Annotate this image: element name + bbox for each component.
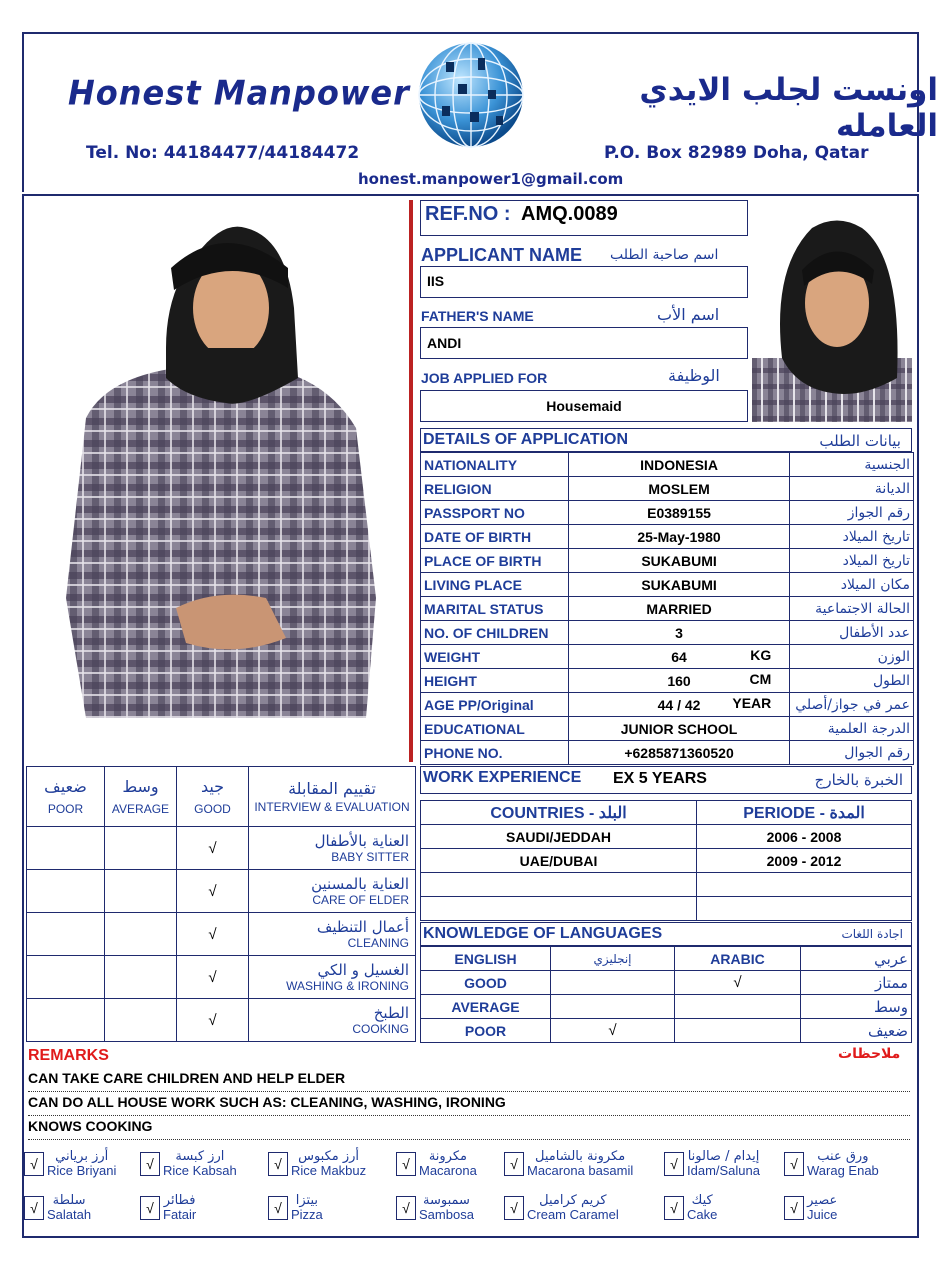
food-item [268,1194,323,1222]
lang-english-mark: √ [551,1019,675,1043]
food-item [24,1194,91,1222]
food-item [504,1150,633,1178]
details-title: DETAILS OF APPLICATION [423,431,629,448]
eval-skill: العناية بالمسنين CARE OF ELDER [249,870,416,913]
lang-english-mark [551,971,675,995]
detail-label: NO. OF CHILDREN [421,621,569,645]
details-title-ar: بيانات الطلب [819,432,901,450]
food-label: إيدام / صالونا Idam/Saluna [687,1149,760,1178]
food-item [784,1194,837,1222]
detail-label-ar: الوزن [790,645,914,669]
detail-value-text: SUKABUMI [641,576,717,593]
food-item [396,1150,477,1178]
detail-value-text: JUNIOR SCHOOL [620,720,738,737]
eval-skill: أعمال التنظيف CLEANING [249,913,416,956]
detail-label: DATE OF BIRTH [421,525,569,549]
detail-value [568,645,789,669]
lang-level: POOR [421,1019,551,1043]
applicant-name-label: APPLICANT NAME [421,245,582,265]
remark-line: KNOWS COOKING [28,1116,910,1140]
detail-label: PLACE OF BIRTH [421,549,569,573]
language-row [421,971,912,995]
detail-value [568,717,789,741]
food-label: كيك Cake [687,1193,718,1222]
detail-label-ar: تاريخ الميلاد [790,549,914,573]
eval-good-check: √ [177,956,249,999]
details-row [421,693,914,717]
eval-skill: الطبخ COOKING [249,999,416,1042]
food-item [504,1194,619,1222]
food-label: فطائر Fatair [163,1193,197,1222]
brand-name: Honest Manpower [68,73,410,113]
detail-label: NATIONALITY [421,453,569,477]
work-country: UAE/DUBAI [421,849,697,873]
job-label: JOB APPLIED FOR [421,370,548,386]
eval-header-good: جيد GOOD [177,767,249,827]
details-row [421,621,914,645]
food-label: أرز مكبوس Rice Makbuz [291,1149,367,1178]
ref-no-label: REF.NO : [425,203,511,225]
eval-average-cell [105,956,177,999]
detail-label: PHONE NO. [421,741,569,765]
detail-label: EDUCATIONAL [421,717,569,741]
evaluation-row [27,913,416,956]
work-period: 2009 - 2012 [697,849,912,873]
detail-value [568,693,789,717]
detail-label-ar: الديانة [790,477,914,501]
detail-label-ar: الجنسية [790,453,914,477]
eval-good-check: √ [177,827,249,870]
food-check: √ [140,1152,160,1176]
detail-label-ar: رقم الجواز [790,501,914,525]
detail-label: WEIGHT [421,645,569,669]
languages-table [420,946,912,1043]
detail-value-text: SUKABUMI [641,552,717,569]
brand-name-arabic: اونست لجلب الايدي العامله [639,72,938,144]
detail-label-ar: مكان الميلاد [790,573,914,597]
eval-header-interview: تقييم المقابلة INTERVIEW & EVALUATION [249,767,416,827]
detail-value-text: +6285871360520 [624,744,734,761]
telephone: Tel. No: 44184477/44184472 [86,143,360,163]
food-check: √ [24,1152,44,1176]
food-check: √ [784,1152,804,1176]
detail-label: AGE PP/Original [421,693,569,717]
lang-arabic-ar: عربي [801,947,912,971]
applicant-name-value: IIS [420,266,748,298]
detail-value [568,621,789,645]
food-item [664,1150,760,1178]
detail-value [568,501,789,525]
detail-label-ar: عدد الأطفال [790,621,914,645]
food-check: √ [268,1196,288,1220]
eval-good-check: √ [177,913,249,956]
work-empty-cell [421,897,697,921]
food-label: ورق عنب Warag Enab [807,1149,879,1178]
food-row-2 [24,1194,916,1230]
remarks-lines [28,1068,910,1140]
detail-label: MARITAL STATUS [421,597,569,621]
details-row [421,525,914,549]
details-row [421,645,914,669]
lang-level-ar: ضعيف [801,1019,912,1043]
food-check: √ [396,1196,416,1220]
eval-skill: الغسيل و الكي WASHING & IRONING [249,956,416,999]
details-row [421,741,914,765]
divider-bar [409,200,413,762]
detail-label: LIVING PLACE [421,573,569,597]
lang-level: GOOD [421,971,551,995]
eval-skill: العناية بالأطفال BABY SITTER [249,827,416,870]
col-countries: COUNTRIES - البلد [421,801,697,825]
detail-value [568,453,789,477]
detail-label: HEIGHT [421,669,569,693]
detail-value [568,669,789,693]
work-experience-header [420,766,912,794]
work-period: 2006 - 2008 [697,825,912,849]
evaluation-table [26,766,416,1042]
food-check: √ [504,1196,524,1220]
lang-arabic-mark [675,995,801,1019]
evaluation-row [27,827,416,870]
food-label: عصير Juice [807,1193,838,1222]
details-row [421,453,914,477]
detail-value-text: 25-May-1980 [637,528,721,545]
portrait-photo [752,208,912,422]
food-label: سلطة Salatah [47,1193,92,1222]
work-empty-cell [697,873,912,897]
detail-label-ar: رقم الجوال [790,741,914,765]
food-item [140,1194,196,1222]
food-label: بيتزا Pizza [291,1193,323,1222]
languages-header [420,922,912,946]
detail-value [568,741,789,765]
lang-level: AVERAGE [421,995,551,1019]
ref-no-box [420,200,748,236]
food-row-1 [24,1150,916,1186]
eval-poor-cell [27,913,105,956]
detail-label: RELIGION [421,477,569,501]
globe-logo-icon [418,40,524,150]
detail-label: PASSPORT NO [421,501,569,525]
detail-value [568,597,789,621]
eval-poor-cell [27,870,105,913]
work-experience-label-ar: الخبرة بالخارج [814,771,903,789]
food-check: √ [504,1152,524,1176]
detail-label-ar: الطول [790,669,914,693]
detail-unit: CM [749,671,772,687]
food-item [140,1150,237,1178]
eval-good-check: √ [177,999,249,1042]
detail-unit: YEAR [732,695,772,711]
details-row [421,597,914,621]
language-row [421,995,912,1019]
food-check: √ [664,1152,684,1176]
remarks-label: REMARKS [28,1047,109,1064]
eval-poor-cell [27,999,105,1042]
detail-value [568,573,789,597]
detail-value [568,477,789,501]
food-check: √ [24,1196,44,1220]
work-row [421,825,912,849]
ref-no-value: AMQ.0089 [521,203,618,225]
food-label: مكرونة بالشاميل Macarona basamil [527,1149,634,1178]
remark-line: CAN DO ALL HOUSE WORK SUCH AS: CLEANING, WASHING, IRONING [28,1092,910,1116]
detail-value-text: MOSLEM [648,480,710,497]
eval-header-poor: ضعيف POOR [27,767,105,827]
details-row [421,501,914,525]
lang-english-mark [551,995,675,1019]
eval-average-cell [105,999,177,1042]
eval-poor-cell [27,827,105,870]
food-check: √ [140,1196,160,1220]
food-label: ارز كبسة Rice Kabsah [163,1149,237,1178]
details-table [420,452,914,765]
detail-label-ar: الدرجة العلمية [790,717,914,741]
detail-unit: KG [750,647,772,663]
details-row [421,573,914,597]
email: honest.manpower1@gmail.com [358,170,624,188]
detail-value-text: 3 [675,624,683,641]
eval-poor-cell [27,956,105,999]
work-experience-label: WORK EXPERIENCE [423,769,582,786]
work-empty-cell [697,897,912,921]
eval-header-average: وسط AVERAGE [105,767,177,827]
details-row [421,477,914,501]
details-row [421,717,914,741]
detail-value-text: 44 / 42 [657,696,701,713]
details-row [421,549,914,573]
work-empty-cell [421,873,697,897]
detail-value [568,525,789,549]
job-label-ar: الوظيفة [668,366,720,385]
food-item [24,1150,116,1178]
lang-english: ENGLISH [421,947,551,971]
languages-title-ar: اجادة اللغات [841,927,903,941]
full-body-photo [26,198,408,762]
work-country: SAUDI/JEDDAH [421,825,697,849]
col-period: PERIODE - المدة [697,801,912,825]
detail-value-text: INDONESIA [640,456,718,473]
eval-good-check: √ [177,870,249,913]
languages-title: KNOWLEDGE OF LANGUAGES [423,925,663,942]
eval-average-cell [105,870,177,913]
food-check: √ [664,1196,684,1220]
father-name-label-ar: اسم الأب [657,305,720,324]
job-value: Housemaid [420,390,748,422]
detail-value-text: E0389155 [647,504,711,521]
eval-average-cell [105,827,177,870]
food-item [268,1150,366,1178]
work-row [421,849,912,873]
food-item [664,1194,717,1222]
food-check: √ [396,1152,416,1176]
detail-label-ar: تاريخ الميلاد [790,525,914,549]
lang-arabic-mark: √ [675,971,801,995]
lang-english-ar: إنجليزي [551,947,675,971]
detail-value-text: MARRIED [646,600,712,617]
lang-arabic: ARABIC [675,947,801,971]
food-check: √ [784,1196,804,1220]
food-item [784,1150,879,1178]
details-header [420,428,912,452]
evaluation-row [27,956,416,999]
work-history-table [420,800,912,921]
po-box: P.O. Box 82989 Doha, Qatar [604,143,869,163]
father-name-label: FATHER'S NAME [421,308,534,324]
details-row [421,669,914,693]
food-item [396,1194,474,1222]
remarks-label-ar: ملاحظات [838,1046,901,1062]
eval-average-cell [105,913,177,956]
lang-level-ar: ممتاز [801,971,912,995]
detail-value-text: 64 [671,648,687,665]
detail-label-ar: الحالة الاجتماعية [790,597,914,621]
lang-level-ar: وسط [801,995,912,1019]
language-row [421,1019,912,1043]
detail-label-ar: عمر في جواز/أصلي [790,693,914,717]
remark-line: CAN TAKE CARE CHILDREN AND HELP ELDER [28,1068,910,1092]
food-label: كريم كراميل Cream Caramel [527,1193,619,1222]
evaluation-row [27,999,416,1042]
applicant-name-label-ar: اسم صاحبة الطلب [610,247,719,263]
food-label: سمبوسة Sambosa [419,1193,474,1222]
food-label: مكرونة Macarona [419,1149,477,1178]
food-check: √ [268,1152,288,1176]
detail-value [568,549,789,573]
father-name-value: ANDI [420,327,748,359]
food-label: أرز برياني Rice Briyani [47,1149,117,1178]
work-experience-value: EX 5 YEARS [613,770,707,787]
lang-arabic-mark [675,1019,801,1043]
evaluation-row [27,870,416,913]
detail-value-text: 160 [667,672,691,689]
